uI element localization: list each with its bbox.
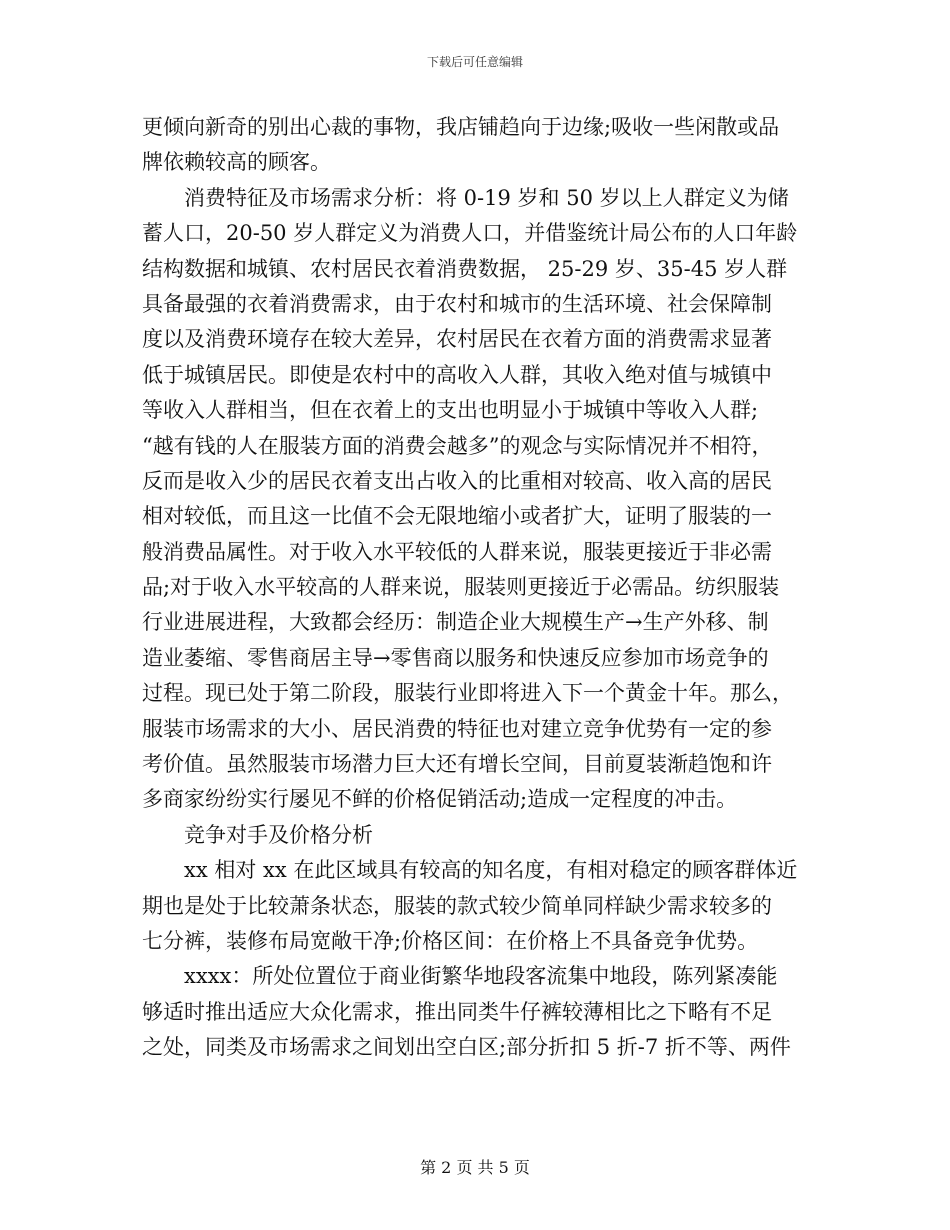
text-line: xx 相对 xx 在此区域具有较高的知名度，有相对稳定的顾客群体近 <box>184 858 798 883</box>
text-line: 度以及消费环境存在较大差异，农村居民在衣着方面的消费需求显著 <box>142 327 772 352</box>
text-line: 竞争对手及价格分析 <box>184 822 373 847</box>
text-line: 蓄人口，20-50 岁人群定义为消费人口，并借鉴统计局公布的人口年龄 <box>142 221 798 246</box>
text-line: 期也是处于比较萧条状态，服装的款式较少简单同样缺少需求较多的 <box>142 893 772 918</box>
text-line: 具备最强的衣着消费需求，由于农村和城市的生活环境、社会保障制 <box>142 291 772 316</box>
text-line: 结构数据和城镇、农村居民衣着消费数据， 25-29 岁、35-45 岁人群 <box>142 256 788 281</box>
text-line: 反而是收入少的居民衣着支出占收入的比重相对较高、收入高的居民 <box>142 468 772 493</box>
text-line: 等收入人群相当，但在衣着上的支出也明显小于城镇中等收入人群; <box>142 398 759 423</box>
text-line: 造业萎缩、零售商居主导→零售商以服务和快速反应参加市场竞争的 <box>142 645 769 670</box>
paragraph <box>142 853 810 959</box>
text-line: 低于城镇居民。即使是农村中的高收入人群，其收入绝对值与城镇中 <box>142 362 772 387</box>
page-number: 第 2 页 共 5 页 <box>420 1158 530 1177</box>
page-header: 下载后可任意编辑 <box>426 55 523 69</box>
text-line: 七分裤，装修布局宽敞干净;价格区间：在价格上不具备竞争优势。 <box>142 928 759 953</box>
text-line: 品;对于收入水平较高的人群来说，服装则更接近于必需品。纺织服装 <box>142 575 780 600</box>
paragraph <box>142 959 810 1065</box>
text-line: 般消费品属性。对于收入水平较低的人群来说，服装更接近于非必需 <box>142 539 772 564</box>
text-line: 多商家纷纷实行屡见不鲜的价格促销活动;造成一定程度的冲击。 <box>142 787 738 812</box>
text-line: 消费特征及市场需求分析：将 0-19 岁和 50 岁以上人群定义为储 <box>184 185 789 210</box>
text-line: 相对较低，而且这一比值不会无限地缩小或者扩大，证明了服装的一 <box>142 504 772 529</box>
text-line: 牌依赖较高的顾客。 <box>142 150 331 175</box>
text-line: 够适时推出适应大众化需求，推出同类牛仔裤较薄相比之下略有不足 <box>142 999 772 1024</box>
text-line: 之处，同类及市场需求之间划出空白区;部分折扣 5 折-7 折不等、两件 <box>142 1035 791 1060</box>
text-line: “越有钱的人在服装方面的消费会越多”的观念与实际情况并不相符， <box>142 433 773 458</box>
paragraph <box>142 181 810 818</box>
text-line: 考价值。虽然服装市场潜力巨大还有增长空间，目前夏装渐趋饱和许 <box>142 752 772 777</box>
document-body <box>142 110 810 1066</box>
text-line: 服装市场需求的大小、居民消费的特征也对建立竞争优势有一定的参 <box>142 716 772 741</box>
text-line: 行业进展进程，大致都会经历：制造企业大规模生产→生产外移、制 <box>142 610 769 635</box>
paragraph <box>142 818 810 853</box>
paragraph <box>142 110 810 181</box>
text-line: 更倾向新奇的别出心裁的事物，我店铺趋向于边缘;吸收一些闲散或品 <box>142 115 780 139</box>
text-line: 过程。现已处于第二阶段，服装行业即将进入下一个黄金十年。那么， <box>142 681 793 706</box>
text-line: xxxx：所处位置位于商业街繁华地段客流集中地段，陈列紧凑能 <box>184 964 778 989</box>
